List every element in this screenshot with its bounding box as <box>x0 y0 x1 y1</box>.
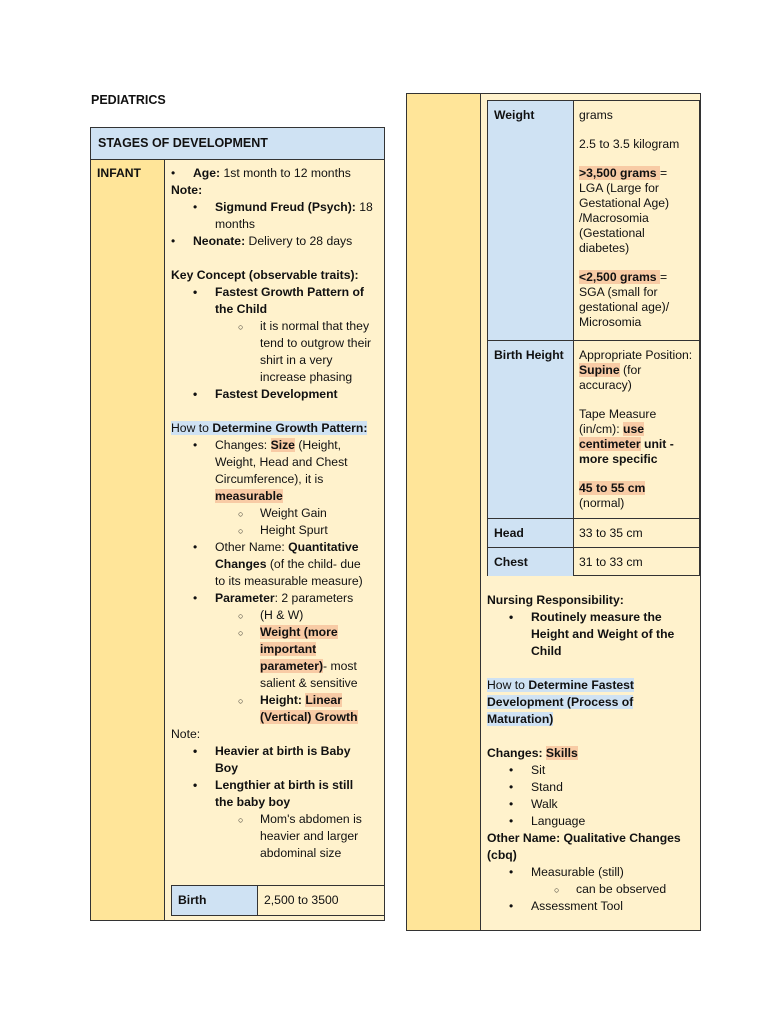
sub-list-item: ○ Mom's abdomen is <box>260 811 362 828</box>
other-name-heading: Other Name: Qualitative Changes <box>487 831 681 845</box>
other-name-heading-cont: (cbq) <box>487 848 517 862</box>
height-range <box>579 481 694 511</box>
changes-label: Changes: <box>215 438 271 452</box>
sub-list-item <box>260 692 342 709</box>
neonate-value: Delivery to 28 days <box>245 234 353 248</box>
list-item-cont <box>215 488 283 505</box>
neonate-label: Neonate: <box>193 234 246 248</box>
table-header: STAGES OF DEVELOPMENT <box>91 128 384 160</box>
quant-post: (of the child- due <box>266 557 361 571</box>
list-item <box>193 165 351 182</box>
sub-list-item <box>260 624 338 641</box>
lga-note <box>579 166 694 256</box>
list-item-cont: Height and Weight of the <box>531 627 675 641</box>
freud-label: Sigmund Freud (Psych): <box>215 200 356 214</box>
table-row <box>488 101 699 341</box>
list-item: • Walk <box>531 796 558 813</box>
list-item-cont: to its measurable measure) <box>215 574 363 588</box>
sga-text: = SGA (small for gestational age)/ Microsomia <box>579 270 670 329</box>
list-item: • Fastest Growth Pattern of <box>215 284 364 301</box>
freud-value-cont: months <box>215 217 255 231</box>
how-to-heading-cont <box>487 694 633 711</box>
table-row <box>488 519 699 548</box>
parameter-value: : 2 parameters <box>274 591 354 605</box>
list-item <box>215 590 353 607</box>
measurements-table <box>406 93 701 931</box>
sub-list-item: ○ Weight Gain <box>260 505 327 522</box>
measurements-grid <box>487 100 700 576</box>
list-item-cont: the baby boy <box>215 795 291 809</box>
maturation-text: Maturation) <box>487 712 554 726</box>
list-item <box>215 437 341 454</box>
other-name-label: Other Name: <box>215 540 289 554</box>
list-item: • Measurable (still) <box>531 864 624 881</box>
birth-value: 2,500 to 3500 <box>264 893 339 907</box>
parameter-label: Parameter <box>215 591 275 605</box>
sub-list-item-cont: increase phasing <box>260 370 353 384</box>
list-item <box>193 233 352 250</box>
list-item: • Stand <box>531 779 563 796</box>
list-item-cont: Circumference), it is <box>215 472 324 486</box>
freud-value: 18 <box>355 200 373 214</box>
linear-text: (Vertical) Growth <box>260 710 358 724</box>
birth-label: Birth <box>172 886 258 915</box>
stage-label-empty <box>407 94 481 930</box>
head-value: 33 to 35 cm <box>579 526 643 540</box>
weight-value <box>574 101 699 340</box>
measurements-content <box>481 94 700 930</box>
sub-list-item: ○ can be observed <box>576 881 666 898</box>
tape-pre: Tape Measure (in/cm): <box>579 407 657 436</box>
page-title: PEDIATRICS <box>91 93 166 107</box>
list-item-cont: Weight, Head and Chest <box>215 455 348 469</box>
sub-list-item-cont: abdominal size <box>260 846 342 860</box>
supine-highlight: Supine <box>579 363 620 377</box>
sub-list-item-cont <box>260 641 316 658</box>
changes-post: (Height, <box>294 438 342 452</box>
nursing-heading: Nursing Responsibility: <box>487 593 624 607</box>
stage-label-infant: INFANT <box>91 160 165 920</box>
head-label: Head <box>488 519 574 547</box>
chest-value: 31 to 33 cm <box>579 555 643 569</box>
sub-list-item-cont <box>260 658 357 675</box>
birth-row <box>171 885 385 916</box>
note-label: Note: <box>171 727 201 741</box>
most-text: - most <box>323 659 357 673</box>
weight-kg: 2.5 to 3.5 kilogram <box>579 137 680 151</box>
table-row <box>488 341 699 519</box>
how-to-heading <box>171 420 367 437</box>
list-item: • Assessment Tool <box>531 898 623 915</box>
weight-more-text: important <box>260 642 317 656</box>
linear-text: Linear <box>305 693 342 707</box>
list-item: • Language <box>531 813 585 830</box>
lga-highlight: >3,500 grams <box>579 166 660 180</box>
changes-heading <box>487 745 578 762</box>
normal-text: (normal) <box>579 496 625 510</box>
list-item-cont <box>215 556 361 573</box>
list-item-cont: Boy <box>215 761 239 775</box>
sga-note <box>579 270 694 330</box>
sub-list-item: ○ (H & W) <box>260 607 303 624</box>
size-text: Size <box>270 438 295 452</box>
development-text: Development (Process of <box>487 695 634 709</box>
tape-post: unit - more specific <box>579 437 674 466</box>
position-post: (for accuracy) <box>579 363 642 392</box>
determine-fastest-text: Determine Fastest <box>528 678 634 692</box>
sub-list-item: ○ it is normal that they <box>260 318 369 335</box>
how-to-text: How to <box>487 678 529 692</box>
infant-content <box>165 160 384 920</box>
sga-highlight: <2,500 grams <box>579 270 660 284</box>
list-item: • Routinely measure the <box>531 609 662 626</box>
how-to-heading <box>487 677 634 694</box>
key-concept-heading: Key Concept (observable traits): <box>171 268 359 282</box>
changes-label: Changes: <box>487 746 546 760</box>
quantitative-text: Quantitative <box>288 540 359 554</box>
age-label: Age: <box>193 166 221 180</box>
note-label: Note: <box>171 183 203 197</box>
stages-table <box>90 127 385 921</box>
sub-list-item-cont <box>260 709 358 726</box>
tape-note <box>579 407 694 467</box>
birth-height-value <box>574 341 699 518</box>
weight-label: Weight <box>488 101 574 340</box>
sub-list-item-cont: shirt in a very <box>260 353 333 367</box>
weight-more-text: parameter) <box>260 659 323 673</box>
age-value: 1st month to 12 months <box>220 166 351 180</box>
list-item <box>215 199 373 216</box>
changes-word: Changes <box>215 557 267 571</box>
list-item: • Sit <box>531 762 545 779</box>
determine-growth-text: Determine Growth Pattern: <box>212 421 368 435</box>
list-item-cont: Child <box>531 644 562 658</box>
weight-grams: grams <box>579 108 613 122</box>
skills-highlight: Skills <box>545 746 578 760</box>
position-note <box>579 348 694 393</box>
lga-text: = LGA (Large for Gestational Age) /Macrosomia (Gestational diabetes) <box>579 166 670 255</box>
how-to-text: How to <box>171 421 213 435</box>
birth-height-label: Birth Height <box>488 341 574 518</box>
how-to-heading-cont <box>487 711 553 728</box>
measurable-text: measurable <box>215 489 283 503</box>
list-item <box>215 539 359 556</box>
sub-list-item: ○ Height Spurt <box>260 522 328 539</box>
list-item: • Fastest Development <box>215 386 338 403</box>
position-pre: Appropriate Position: <box>579 348 693 362</box>
weight-more-text: Weight (more <box>260 625 338 639</box>
chest-label: Chest <box>488 548 574 576</box>
sub-list-item-cont: tend to outgrow their <box>260 336 372 350</box>
centimeter-highlight: use centimeter <box>579 422 645 451</box>
sub-list-item-cont: heavier and larger <box>260 829 359 843</box>
list-item: • Lengthier at birth is still <box>215 777 353 794</box>
table-row <box>488 548 699 576</box>
list-item-cont: the Child <box>215 302 268 316</box>
sub-list-item-cont: salient & sensitive <box>260 676 358 690</box>
height-label: Height: <box>260 693 306 707</box>
height-range-highlight: 45 to 55 cm <box>579 481 646 495</box>
list-item: • Heavier at birth is Baby <box>215 743 350 760</box>
